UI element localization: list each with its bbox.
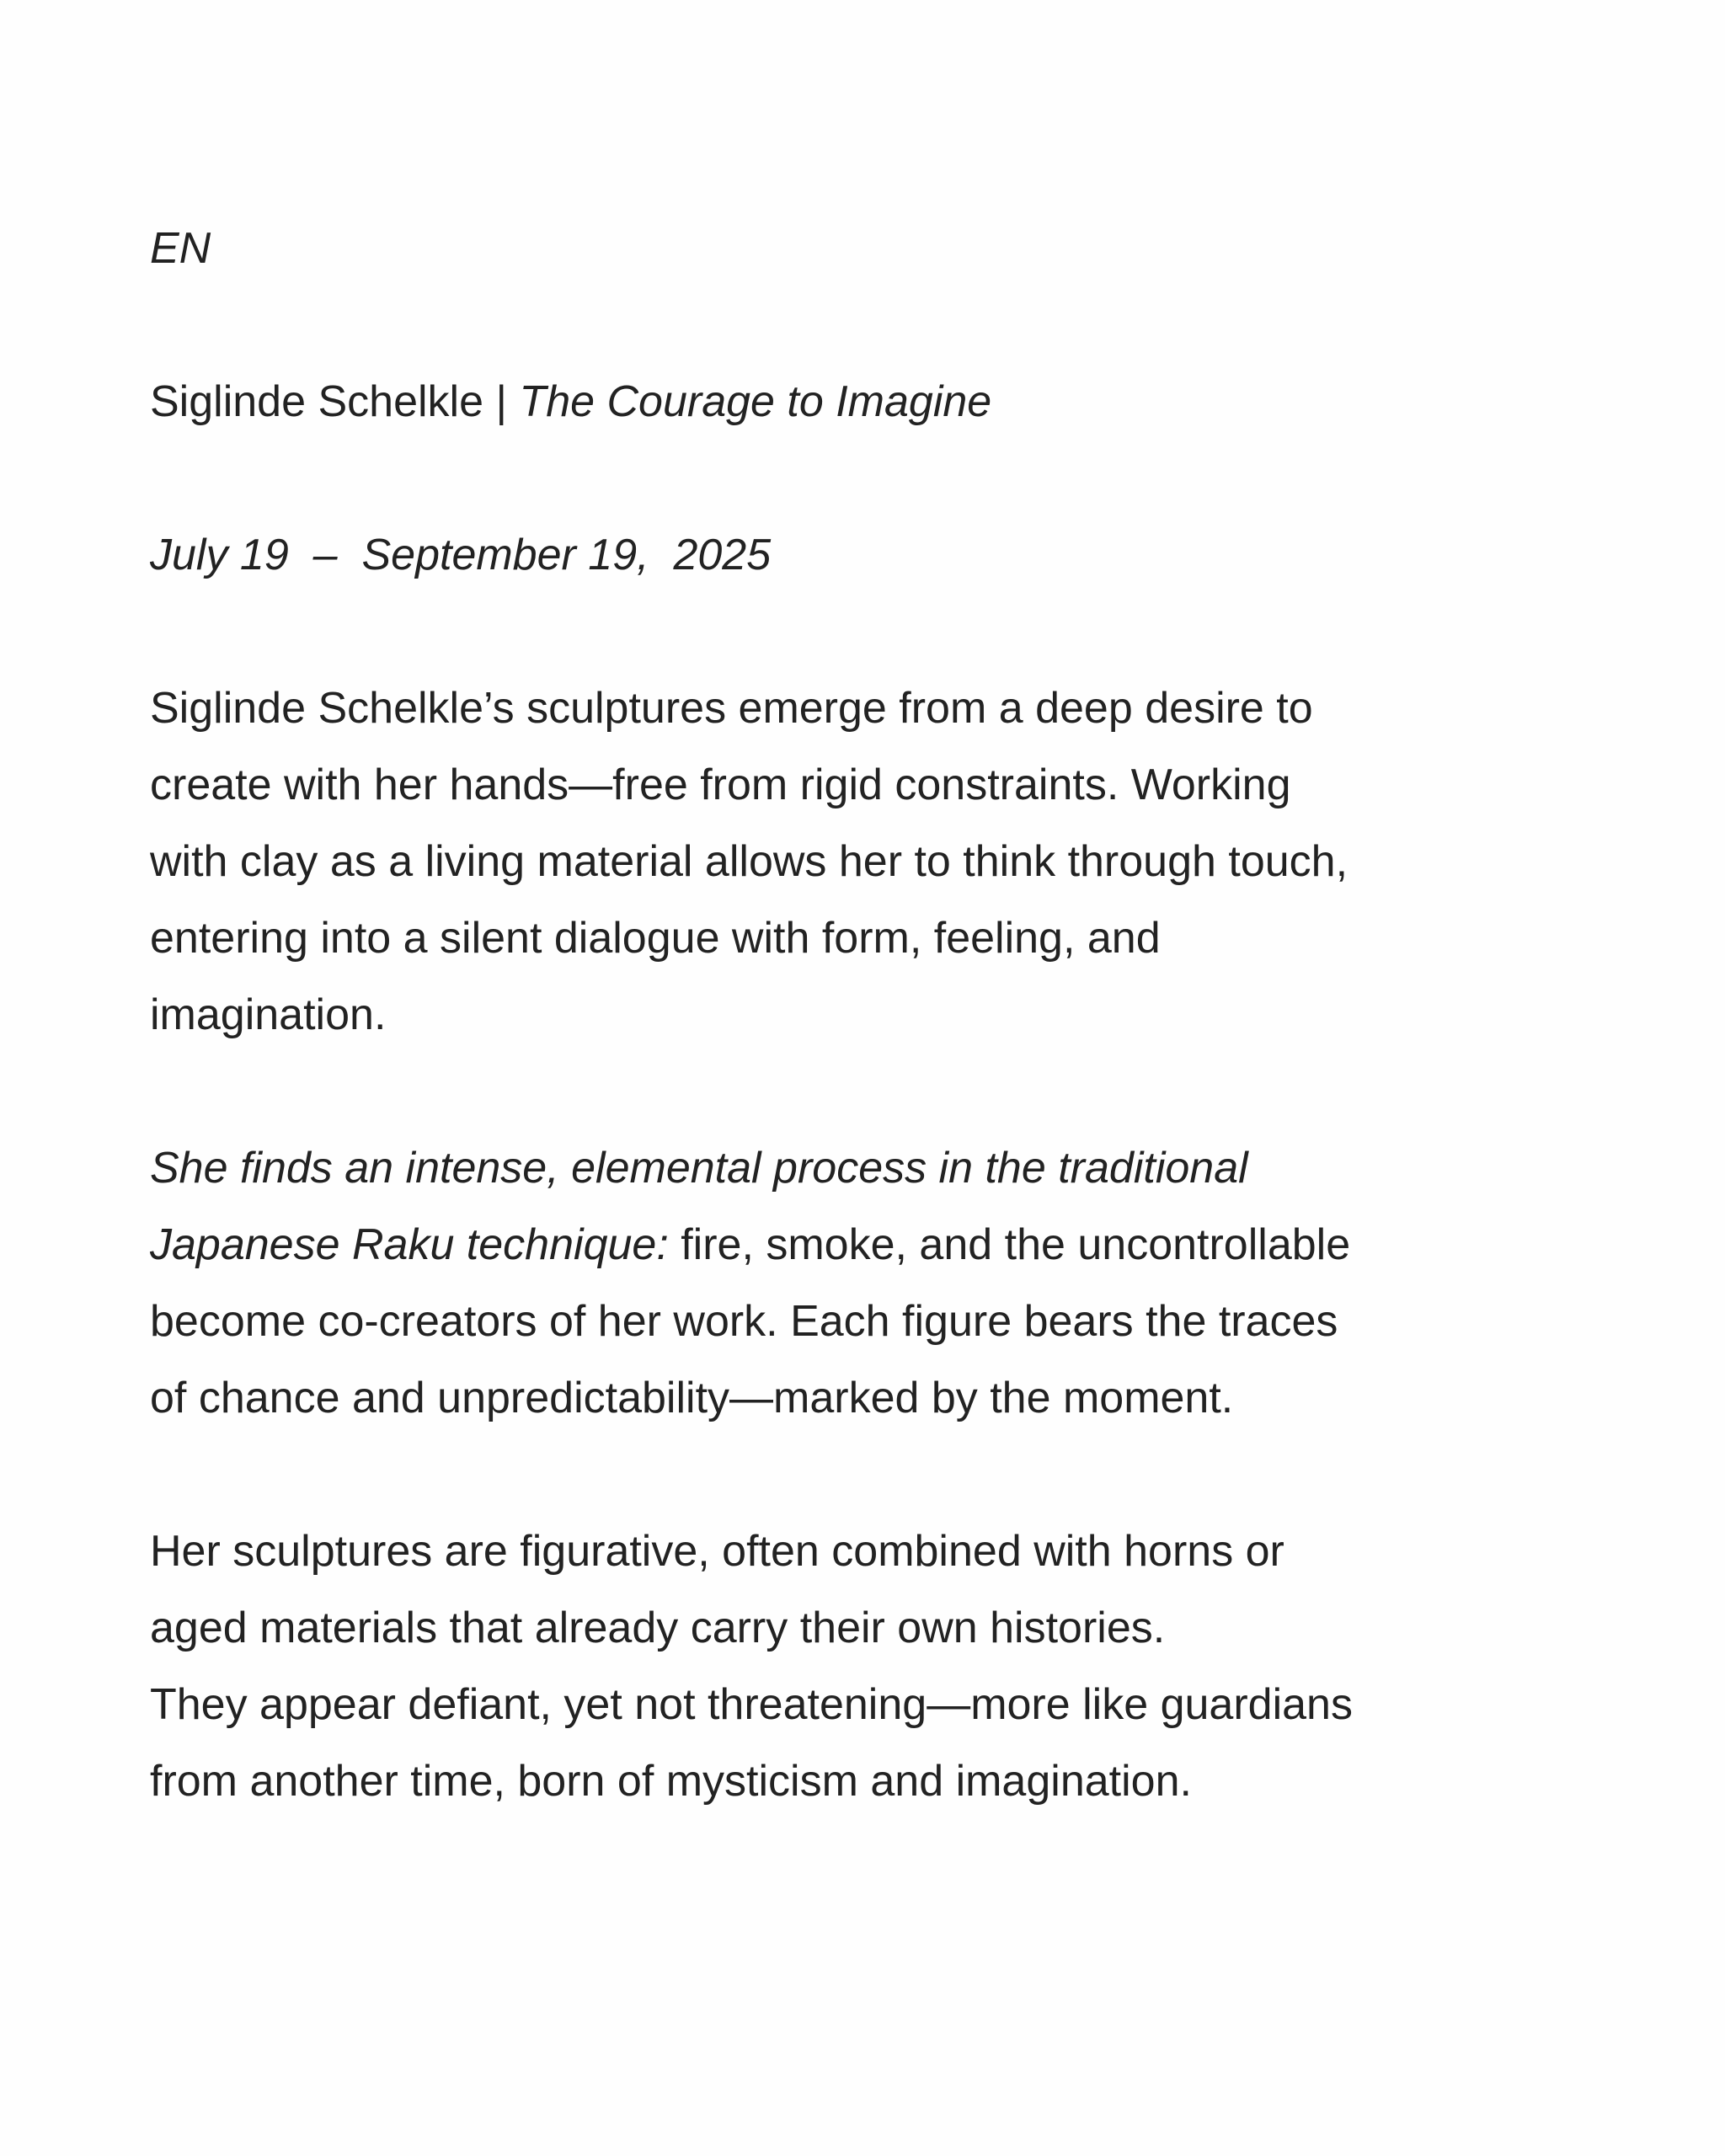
paragraph-line: Her sculptures are figurative, often combined with horns or [150, 1527, 1284, 1576]
paragraph-line-rest: fire, smoke, and the uncontrollable [668, 1220, 1351, 1269]
paragraph-line: imagination. [150, 990, 387, 1039]
paragraph-line: with clay as a living material allows her to think through touch, [150, 837, 1348, 886]
title-separator: | [495, 377, 507, 426]
paragraph-line: entering into a silent dialogue with form, feeling, and [150, 914, 1161, 963]
paragraph-line: create with her hands—free from rigid constraints. Working [150, 760, 1291, 809]
paragraph-3 [150, 1513, 1582, 1820]
exhibition-dates: July 19 – September 19, 2025 [150, 531, 772, 579]
paragraph-line: of chance and unpredictability—marked by the moment. [150, 1374, 1234, 1422]
spacer [150, 594, 1582, 670]
paragraph-line: aged materials that already carry their own histories. [150, 1604, 1166, 1652]
language-label: EN [150, 224, 211, 273]
paragraph-line: from another time, born of mysticism and imagination. [150, 1757, 1192, 1806]
paragraph-1 [150, 670, 1582, 1054]
paragraph-line: They appear defiant, yet not threatening—more like guardians [150, 1680, 1353, 1729]
paragraph-line [150, 1207, 1582, 1283]
spacer [150, 1437, 1582, 1513]
raku-technique-text: Japanese Raku technique: [150, 1220, 669, 1269]
exhibition-heading [150, 364, 1582, 440]
paragraph-2 [150, 1130, 1582, 1437]
artist-name: Siglinde Schelkle [150, 377, 484, 426]
exhibition-title: The Courage to Imagine [519, 377, 992, 426]
paragraph-line: She finds an intense, elemental process in the traditional [150, 1144, 1248, 1193]
spacer [150, 1054, 1582, 1130]
paragraph-line: Siglinde Schelkle’s sculptures emerge from a deep desire to [150, 684, 1313, 733]
spacer [150, 287, 1582, 364]
paragraph-line: become co-creators of her work. Each figure bears the traces [150, 1297, 1338, 1346]
spacer [150, 440, 1582, 517]
exhibition-text [150, 211, 1582, 1820]
